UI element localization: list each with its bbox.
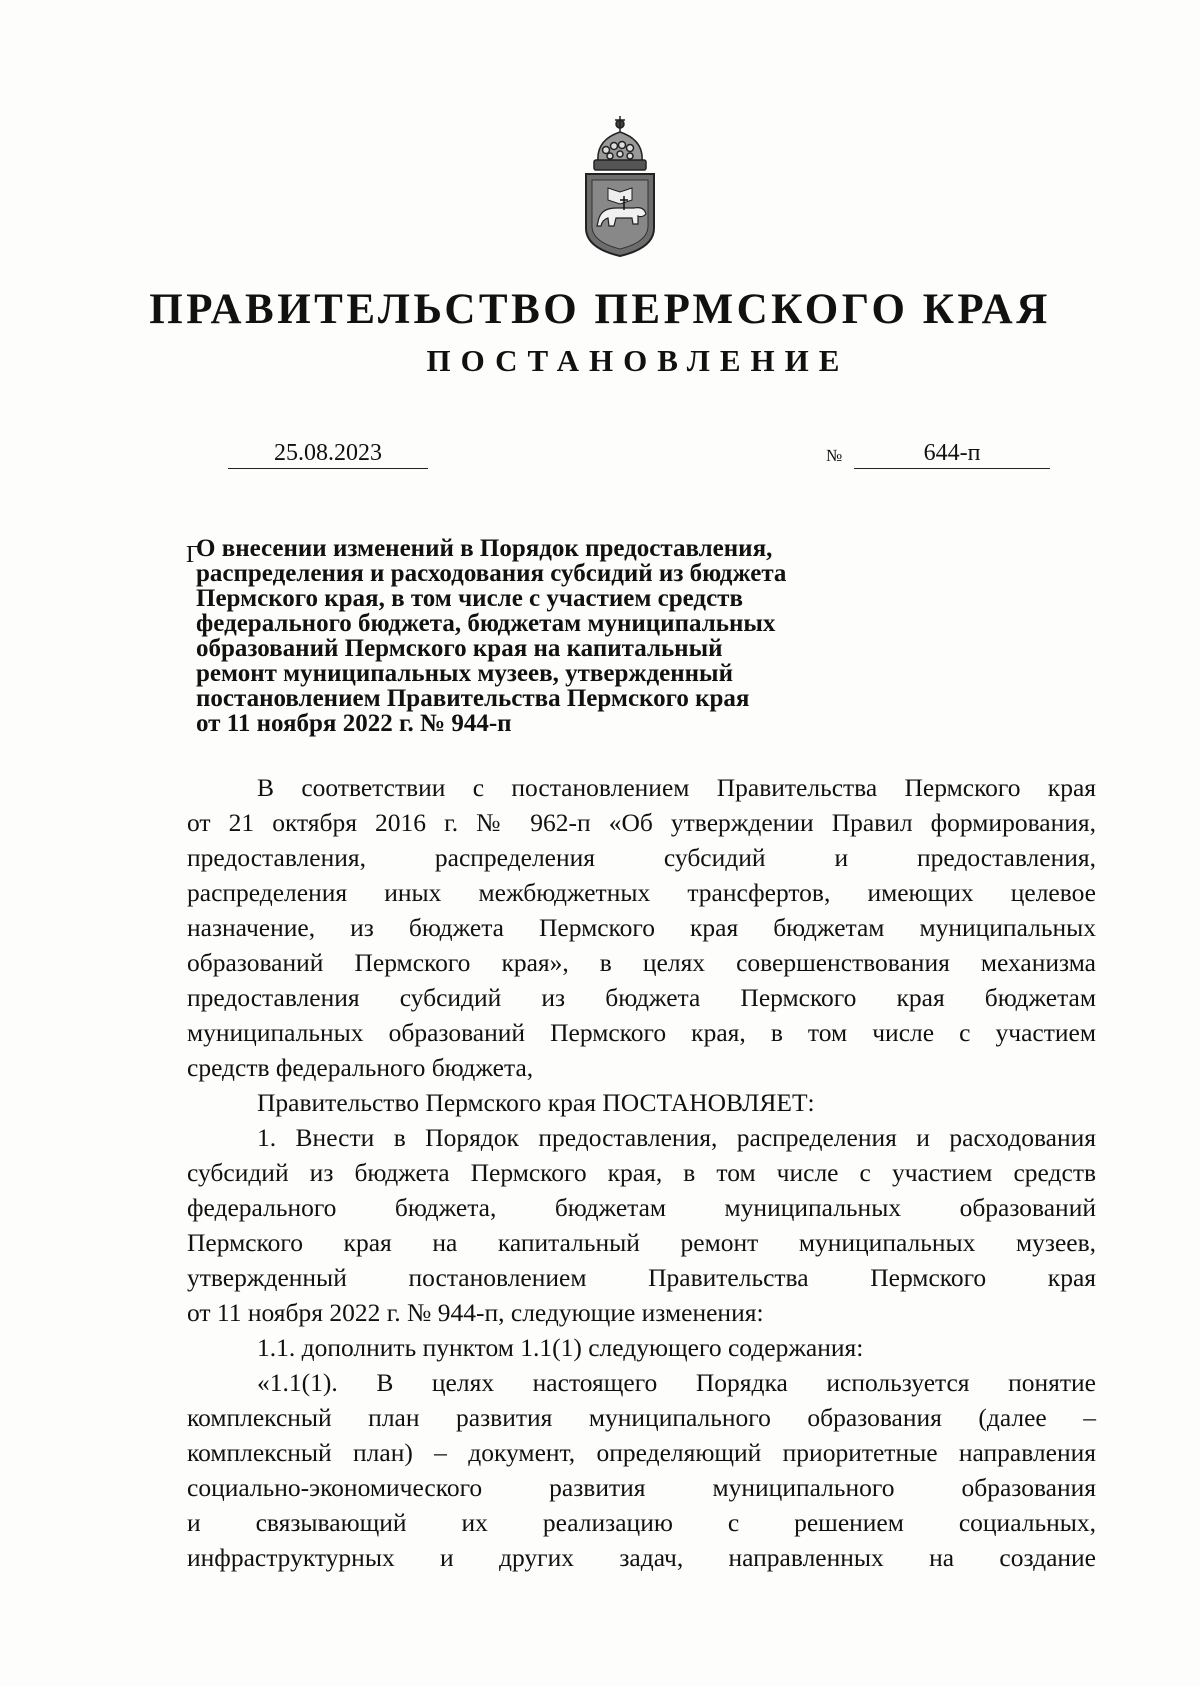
body-line: комплексный план) – документ, определяющий приоритетные направления <box>187 1438 1096 1467</box>
body-line: утвержденный постановлением Правительства Пермского края <box>187 1263 1096 1292</box>
body-line: и связывающий их реализацию с решением социальных, <box>187 1508 1096 1537</box>
subject-line: ремонт муниципальных музеев, утвержденный <box>196 660 733 687</box>
subject-line: распределения и расходования субсидий из бюджета <box>196 560 787 587</box>
subject-line: постановлением Правительства Пермского края <box>196 685 750 712</box>
coat-of-arms-icon <box>560 110 680 260</box>
document-subject <box>196 536 886 736</box>
document-date: 25.08.2023 <box>228 438 428 469</box>
body-line: комплексный план развития муниципального образования (далее – <box>187 1403 1096 1432</box>
body-line: средств федерального бюджета, <box>187 1053 534 1082</box>
body-line: от 21 октября 2016 г. № 962-п «Об утверждении Правил формирования, <box>187 808 1096 837</box>
body-line: В соответствии с постановлением Правительства Пермского края <box>257 773 1096 802</box>
document-body <box>187 770 1096 1575</box>
body-line: муниципальных образований Пермского края, в том числе с участием <box>187 1018 1096 1047</box>
body-line: социально-экономического развития муниципального образования <box>187 1473 1096 1502</box>
body-line: 1.1. дополнить пунктом 1.1(1) следующего содержания: <box>257 1333 864 1362</box>
subject-line: О внесении изменений в Порядок предоставления, <box>196 535 773 562</box>
government-title: ПРАВИТЕЛЬСТВО ПЕРМСКОГО КРАЯ <box>149 286 1051 333</box>
body-line: предоставления, распределения субсидий и предоставления, <box>187 843 1096 872</box>
body-line: Правительство Пермского края ПОСТАНОВЛЯЕТ: <box>257 1088 815 1117</box>
subject-line: от 11 ноября 2022 г. № 944-п <box>196 710 512 737</box>
body-line: «1.1(1). В целях настоящего Порядка используется понятие <box>257 1368 1096 1397</box>
body-line: Пермского края на капитальный ремонт муниципальных музеев, <box>187 1228 1096 1257</box>
subject-bracket: Г <box>186 542 200 568</box>
body-line: распределения иных межбюджетных трансфертов, имеющих целевое <box>187 878 1096 907</box>
subject-line: образований Пермского края на капитальный <box>196 635 723 662</box>
body-line: предоставления субсидий из бюджета Пермского края бюджетам <box>187 983 1096 1012</box>
body-line: инфраструктурных и других задач, направленных на создание <box>187 1543 1096 1572</box>
number-label: № <box>826 446 843 465</box>
body-line: образований Пермского края», в целях совершенствования механизма <box>187 948 1096 977</box>
document-number: 644-п <box>854 438 1050 469</box>
subject-line: Пермского края, в том числе с участием средств <box>196 585 743 612</box>
body-line: от 11 ноября 2022 г. № 944-п, следующие изменения: <box>187 1298 764 1327</box>
body-line: федерального бюджета, бюджетам муниципальных образований <box>187 1193 1096 1222</box>
document-type: ПОСТАНОВЛЕНИЕ <box>426 343 850 378</box>
subject-line: федерального бюджета, бюджетам муниципальных <box>196 610 776 637</box>
body-line: назначение, из бюджета Пермского края бюджетам муниципальных <box>187 913 1096 942</box>
body-line: субсидий из бюджета Пермского края, в том числе с участием средств <box>187 1158 1096 1187</box>
body-line: 1. Внести в Порядок предоставления, распределения и расходования <box>257 1123 1096 1152</box>
